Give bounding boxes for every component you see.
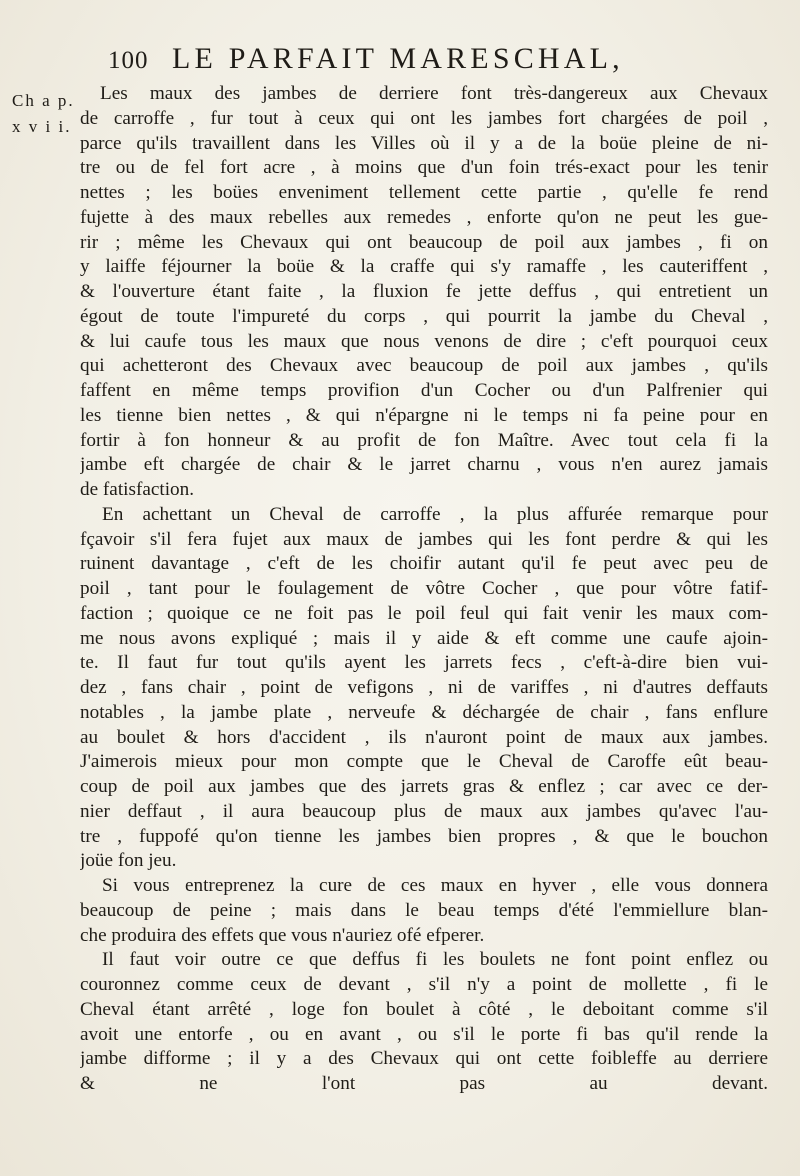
text-line: me nous avons expliqué ; mais il y aide & eft comme une caufe ajoin- — [80, 627, 768, 649]
text-line: coup de poil aux jambes que des jarrets gras & enflez ; car avec ce der- — [80, 776, 768, 797]
text-line: faction ; quoique ce ne foit pas le poil feul qui fait venir les maux com- — [80, 602, 768, 624]
page-number: 100 — [108, 47, 149, 74]
text-line: Il faut voir outre ce que deffus fi les boulets ne font point enflez ou — [102, 949, 768, 971]
text-line: tre ou de fel fort acre , à moins que d'un foin trés-exact pour les tenir — [80, 157, 768, 179]
text-line: de carroffe , fur tout à ceux qui ont les jambes fort chargées de poil , — [80, 107, 768, 129]
chapter-marginal-note — [12, 88, 75, 140]
text-line: parce qu'ils travaillent dans les Villes où il y a de la boüe pleine de ni- — [80, 132, 768, 154]
text-line: & l'ouverture étant faite , la fluxion fe jette deffus , qui entretient un — [80, 281, 768, 302]
text-line: fujette à des maux rebelles aux remedes , enforte qu'on ne peut les gue- — [80, 206, 768, 228]
text-line: de fatisfaction. — [80, 479, 195, 500]
text-line: qui achetteront des Chevaux avec beaucoup de poil aux jambes , qu'ils — [80, 355, 768, 377]
text-line: fçavoir s'il fera fujet aux maux de jambes qui les font perdre & qui les — [80, 528, 768, 550]
text-line: nettes ; les boües enveniment tellement cette partie , qu'elle fe rend — [80, 182, 768, 203]
text-line: notables , la jambe plate , nerveufe & déchargée de chair , fans enflure — [80, 701, 768, 723]
text-line: Cheval étant arrêté , loge fon boulet à côté , le deboitant comme s'il — [80, 998, 768, 1020]
text-line: & lui caufe tous les maux que nous venons de dire ; c'eft pourquoi ceux — [80, 330, 768, 352]
text-line: nier deffaut , il aura beaucoup plus de maux aux jambes qu'avec l'au- — [80, 800, 768, 822]
text-line: au boulet & hors d'accident , ils n'auront point de maux aux jambes. — [80, 726, 768, 748]
text-line: faffent en même temps provifion d'un Cocher ou d'un Palfrenier qui — [80, 380, 768, 401]
page-header — [108, 42, 768, 82]
text-line: égout de toute l'impureté du corps , qui pourrit la jambe du Cheval , — [80, 305, 768, 327]
text-line: J'aimerois mieux pour mon compte que le Cheval de Caroffe eût beau- — [80, 751, 768, 773]
body-text — [80, 82, 768, 1097]
text-line: poil , tant pour le foulagement de vôtre Cocher , que pour vôtre fatif- — [80, 578, 768, 599]
text-line: avoit une entorfe , ou en avant , ou s'il le porte fi bas qu'il rende la — [80, 1023, 768, 1045]
text-line: jambe eft chargée de chair & le jarret charnu , vous n'en aurez jamais — [80, 454, 768, 476]
text-line: couronnez comme ceux de devant , s'il n'y a point de mollette , fi le — [80, 974, 768, 995]
text-line: fortir à fon honneur & au profit de fon Maître. Avec tout cela fi la — [80, 429, 768, 451]
text-line: y laiffe féjourner la boüe & la craffe qui s'y ramaffe , les cauteriffent , — [80, 256, 768, 278]
text-line: jambe difforme ; il y a des Chevaux qui ont cette foibleffe au derriere — [80, 1048, 768, 1070]
text-line: beaucoup de peine ; mais dans le beau temps d'été l'emmiellure blan- — [80, 899, 768, 921]
text-line: ruinent davantage , c'eft de les choifir autant qu'il fe peut avec peu de — [80, 553, 768, 575]
text-line: tre , fuppofé qu'on tienne les jambes bien propres , & que le bouchon — [80, 825, 768, 847]
chapter-label: Ch a p. — [12, 91, 75, 110]
text-line: te. Il faut fur tout qu'ils ayent les jarrets fecs , c'eft-à-dire bien vui- — [80, 652, 768, 674]
text-line: rir ; même les Chevaux qui ont beaucoup de poil aux jambes , fi on — [80, 231, 768, 253]
text-line: dez , fans chair , point de vefigons , ni de variffes , ni d'autres deffauts — [80, 677, 768, 698]
text-line: Les maux des jambes de derriere font très-dangereux aux Chevaux — [100, 83, 768, 104]
text-line: Si vous entreprenez la cure de ces maux en hyver , elle vous donnera — [102, 875, 768, 896]
text-line: joüe fon jeu. — [80, 850, 177, 872]
chapter-number: x v i i. — [12, 117, 72, 136]
text-line: & ne l'ont pas au devant. — [80, 1073, 768, 1094]
running-head: LE PARFAIT MARESCHAL, — [172, 42, 624, 75]
text-line: che produira des effets que vous n'auriez ofé efperer. — [80, 924, 485, 946]
text-line: les tienne bien nettes , & qui n'épargne ni le temps ni fa peine pour en — [80, 404, 768, 426]
text-line: En achettant un Cheval de carroffe , la plus affurée remarque pour — [102, 503, 768, 525]
